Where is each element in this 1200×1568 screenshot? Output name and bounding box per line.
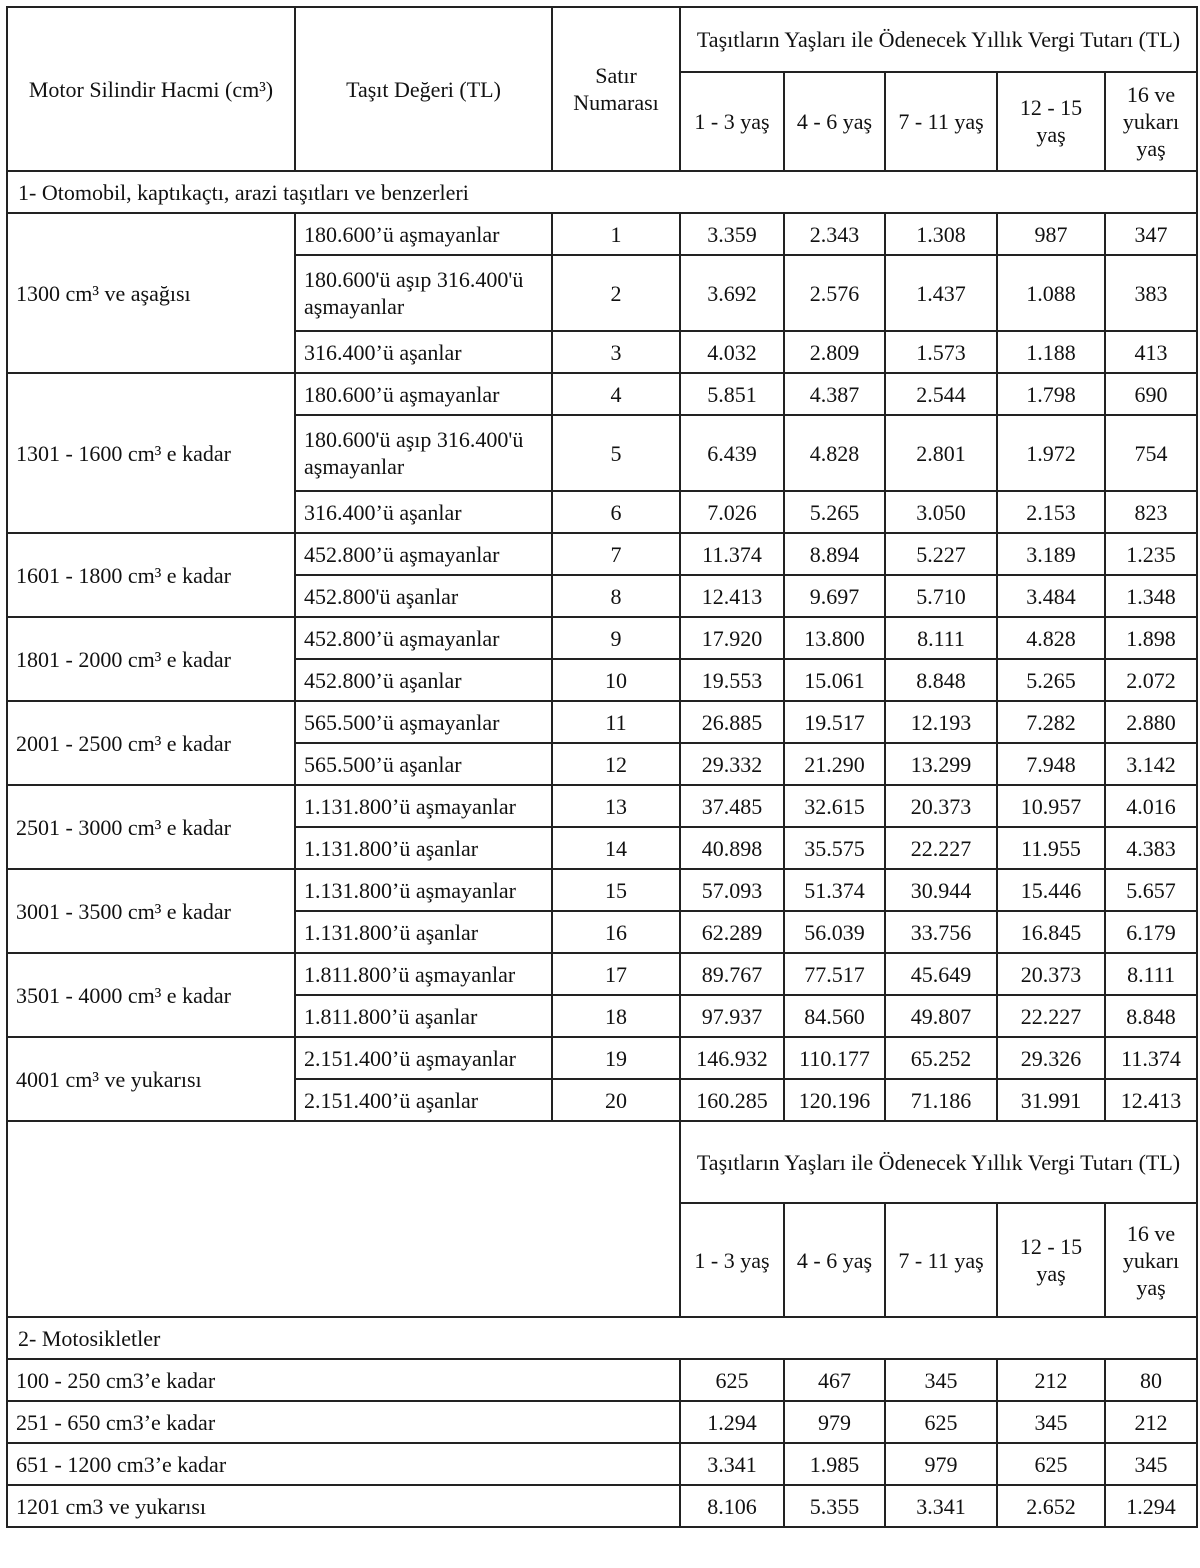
header2-row-1 (7, 1121, 1197, 1203)
tax-cell: 84.560 (784, 995, 885, 1037)
engine-cell: 251 - 650 cm3’e kadar (7, 1401, 680, 1443)
value-cell: 1.811.800’ü aşmayanlar (295, 953, 552, 995)
row-number-cell: 4 (552, 373, 680, 415)
row-number-cell: 18 (552, 995, 680, 1037)
value-cell: 180.600'ü aşıp 316.400'ü aşmayanlar (295, 255, 552, 331)
tax-cell: 1.294 (680, 1401, 784, 1443)
table-row (7, 373, 1197, 415)
header-engine: Motor Silindir Hacmi (cm³) (7, 7, 295, 171)
row-number-cell: 8 (552, 575, 680, 617)
tax-cell: 22.227 (997, 995, 1105, 1037)
value-cell: 1.131.800’ü aşanlar (295, 911, 552, 953)
tax-cell: 29.332 (680, 743, 784, 785)
tax-cell: 2.576 (784, 255, 885, 331)
section1-title-row (7, 171, 1197, 213)
tax-cell: 2.809 (784, 331, 885, 373)
tax-cell: 11.955 (997, 827, 1105, 869)
tax-cell: 3.050 (885, 491, 997, 533)
header-value: Taşıt Değeri (TL) (295, 7, 552, 171)
value-cell: 452.800’ü aşmayanlar (295, 617, 552, 659)
tax-cell: 625 (997, 1443, 1105, 1485)
engine-cell: 1201 cm3 ve yukarısı (7, 1485, 680, 1527)
tax-cell: 6.439 (680, 415, 784, 491)
tax-table (6, 6, 1198, 1528)
header-age-group: Taşıtların Yaşları ile Ödenecek Yıllık Vergi Tutarı (TL) (680, 7, 1197, 72)
tax-cell: 89.767 (680, 953, 784, 995)
tax-cell: 62.289 (680, 911, 784, 953)
tax-cell: 7.282 (997, 701, 1105, 743)
engine-cell: 1301 - 1600 cm³ e kadar (7, 373, 295, 533)
tax-cell: 13.299 (885, 743, 997, 785)
tax-cell: 345 (885, 1359, 997, 1401)
row-number-cell: 12 (552, 743, 680, 785)
row-number-cell: 13 (552, 785, 680, 827)
tax-cell: 31.991 (997, 1079, 1105, 1121)
tax-cell: 8.848 (1105, 995, 1197, 1037)
row-number-cell: 1 (552, 213, 680, 255)
section2-title: 2- Motosikletler (7, 1317, 1197, 1359)
engine-cell: 1300 cm³ ve aşağısı (7, 213, 295, 373)
tax-cell: 2.072 (1105, 659, 1197, 701)
tax-cell: 22.227 (885, 827, 997, 869)
tax-cell: 823 (1105, 491, 1197, 533)
engine-cell: 2501 - 3000 cm³ e kadar (7, 785, 295, 869)
tax-cell: 4.016 (1105, 785, 1197, 827)
tax-cell: 16.845 (997, 911, 1105, 953)
tax-cell: 3.484 (997, 575, 1105, 617)
tax-cell: 3.341 (885, 1485, 997, 1527)
tax-cell: 1.235 (1105, 533, 1197, 575)
tax-cell: 1.308 (885, 213, 997, 255)
value-cell: 180.600'ü aşıp 316.400'ü aşmayanlar (295, 415, 552, 491)
header-age-2: 4 - 6 yaş (784, 72, 885, 171)
tax-cell: 1.348 (1105, 575, 1197, 617)
tax-cell: 4.828 (997, 617, 1105, 659)
tax-cell: 11.374 (1105, 1037, 1197, 1079)
tax-cell: 3.189 (997, 533, 1105, 575)
engine-cell: 651 - 1200 cm3’e kadar (7, 1443, 680, 1485)
tax-cell: 7.026 (680, 491, 784, 533)
table-body (7, 7, 1197, 1527)
table-row (7, 1037, 1197, 1079)
tax-cell: 690 (1105, 373, 1197, 415)
tax-cell: 65.252 (885, 1037, 997, 1079)
tax-cell: 20.373 (885, 785, 997, 827)
tax-cell: 146.932 (680, 1037, 784, 1079)
tax-cell: 32.615 (784, 785, 885, 827)
table-row (7, 1485, 1197, 1527)
engine-cell: 2001 - 2500 cm³ e kadar (7, 701, 295, 785)
value-cell: 452.800’ü aşmayanlar (295, 533, 552, 575)
engine-cell: 1601 - 1800 cm³ e kadar (7, 533, 295, 617)
tax-cell: 212 (1105, 1401, 1197, 1443)
tax-cell: 29.326 (997, 1037, 1105, 1079)
engine-cell: 1801 - 2000 cm³ e kadar (7, 617, 295, 701)
row-number-cell: 2 (552, 255, 680, 331)
header2-age-1: 1 - 3 yaş (680, 1203, 784, 1317)
tax-cell: 1.972 (997, 415, 1105, 491)
tax-cell: 8.848 (885, 659, 997, 701)
tax-cell: 4.828 (784, 415, 885, 491)
row-number-cell: 14 (552, 827, 680, 869)
section1-title: 1- Otomobil, kaptıkaçtı, arazi taşıtları ve benzerleri (7, 171, 1197, 213)
value-cell: 316.400’ü aşanlar (295, 331, 552, 373)
tax-cell: 97.937 (680, 995, 784, 1037)
row-number-cell: 16 (552, 911, 680, 953)
tax-cell: 979 (885, 1443, 997, 1485)
value-cell: 1.131.800’ü aşmayanlar (295, 785, 552, 827)
tax-cell: 754 (1105, 415, 1197, 491)
tax-cell: 212 (997, 1359, 1105, 1401)
engine-cell: 3001 - 3500 cm³ e kadar (7, 869, 295, 953)
table-row (7, 701, 1197, 743)
tax-cell: 1.294 (1105, 1485, 1197, 1527)
tax-cell: 49.807 (885, 995, 997, 1037)
tax-cell: 383 (1105, 255, 1197, 331)
value-cell: 565.500’ü aşanlar (295, 743, 552, 785)
tax-cell: 35.575 (784, 827, 885, 869)
tax-cell: 11.374 (680, 533, 784, 575)
tax-cell: 17.920 (680, 617, 784, 659)
tax-cell: 5.851 (680, 373, 784, 415)
tax-cell: 5.227 (885, 533, 997, 575)
tax-cell: 467 (784, 1359, 885, 1401)
section2-title-row (7, 1317, 1197, 1359)
tax-cell: 77.517 (784, 953, 885, 995)
tax-cell: 56.039 (784, 911, 885, 953)
tax-cell: 2.880 (1105, 701, 1197, 743)
header2-age-5: 16 ve yukarı yaş (1105, 1203, 1197, 1317)
value-cell: 2.151.400’ü aşmayanlar (295, 1037, 552, 1079)
value-cell: 180.600’ü aşmayanlar (295, 373, 552, 415)
tax-cell: 7.948 (997, 743, 1105, 785)
tax-cell: 51.374 (784, 869, 885, 911)
value-cell: 1.131.800’ü aşanlar (295, 827, 552, 869)
tax-cell: 26.885 (680, 701, 784, 743)
table-row (7, 1401, 1197, 1443)
tax-cell: 4.383 (1105, 827, 1197, 869)
row-number-cell: 6 (552, 491, 680, 533)
tax-cell: 12.413 (680, 575, 784, 617)
tax-cell: 80 (1105, 1359, 1197, 1401)
tax-cell: 30.944 (885, 869, 997, 911)
tax-cell: 1.898 (1105, 617, 1197, 659)
tax-cell: 4.387 (784, 373, 885, 415)
tax-cell: 5.710 (885, 575, 997, 617)
tax-cell: 345 (1105, 1443, 1197, 1485)
engine-cell: 100 - 250 cm3’e kadar (7, 1359, 680, 1401)
tax-cell: 9.697 (784, 575, 885, 617)
table-row (7, 869, 1197, 911)
tax-cell: 2.652 (997, 1485, 1105, 1527)
tax-cell: 4.032 (680, 331, 784, 373)
header-age-1: 1 - 3 yaş (680, 72, 784, 171)
tax-cell: 5.657 (1105, 869, 1197, 911)
tax-cell: 40.898 (680, 827, 784, 869)
table-row (7, 785, 1197, 827)
tax-cell: 20.373 (997, 953, 1105, 995)
row-number-cell: 11 (552, 701, 680, 743)
header-age-4: 12 - 15 yaş (997, 72, 1105, 171)
value-cell: 452.800’ü aşanlar (295, 659, 552, 701)
value-cell: 316.400’ü aşanlar (295, 491, 552, 533)
row-number-cell: 5 (552, 415, 680, 491)
table-row (7, 1443, 1197, 1485)
tax-cell: 15.061 (784, 659, 885, 701)
tax-cell: 5.355 (784, 1485, 885, 1527)
tax-cell: 19.553 (680, 659, 784, 701)
tax-cell: 120.196 (784, 1079, 885, 1121)
tax-cell: 1.188 (997, 331, 1105, 373)
tax-cell: 2.343 (784, 213, 885, 255)
table-row (7, 953, 1197, 995)
tax-cell: 1.985 (784, 1443, 885, 1485)
tax-cell: 19.517 (784, 701, 885, 743)
engine-cell: 4001 cm³ ve yukarısı (7, 1037, 295, 1121)
tax-cell: 8.111 (885, 617, 997, 659)
table-row (7, 617, 1197, 659)
value-cell: 2.151.400’ü aşanlar (295, 1079, 552, 1121)
tax-cell: 13.800 (784, 617, 885, 659)
row-number-cell: 19 (552, 1037, 680, 1079)
tax-cell: 12.413 (1105, 1079, 1197, 1121)
row-number-cell: 15 (552, 869, 680, 911)
table-row (7, 213, 1197, 255)
tax-cell: 5.265 (784, 491, 885, 533)
tax-cell: 8.111 (1105, 953, 1197, 995)
value-cell: 180.600’ü aşmayanlar (295, 213, 552, 255)
header-row-number: Satır Numarası (552, 7, 680, 171)
tax-cell: 8.106 (680, 1485, 784, 1527)
tax-cell: 625 (885, 1401, 997, 1443)
header2-blank (7, 1121, 680, 1317)
tax-cell: 1.798 (997, 373, 1105, 415)
value-cell: 1.811.800’ü aşanlar (295, 995, 552, 1037)
tax-cell: 413 (1105, 331, 1197, 373)
header-age-3: 7 - 11 yaş (885, 72, 997, 171)
tax-cell: 160.285 (680, 1079, 784, 1121)
tax-cell: 15.446 (997, 869, 1105, 911)
tax-cell: 3.359 (680, 213, 784, 255)
row-number-cell: 9 (552, 617, 680, 659)
tax-cell: 345 (997, 1401, 1105, 1443)
tax-cell: 2.801 (885, 415, 997, 491)
tax-cell: 979 (784, 1401, 885, 1443)
tax-cell: 45.649 (885, 953, 997, 995)
row-number-cell: 7 (552, 533, 680, 575)
table-row (7, 1359, 1197, 1401)
tax-cell: 57.093 (680, 869, 784, 911)
tax-cell: 1.437 (885, 255, 997, 331)
tax-cell: 3.142 (1105, 743, 1197, 785)
header2-age-4: 12 - 15 yaş (997, 1203, 1105, 1317)
row-number-cell: 3 (552, 331, 680, 373)
tax-cell: 2.153 (997, 491, 1105, 533)
tax-cell: 3.341 (680, 1443, 784, 1485)
header2-age-group: Taşıtların Yaşları ile Ödenecek Yıllık Vergi Tutarı (TL) (680, 1121, 1197, 1203)
tax-cell: 71.186 (885, 1079, 997, 1121)
tax-cell: 21.290 (784, 743, 885, 785)
engine-cell: 3501 - 4000 cm³ e kadar (7, 953, 295, 1037)
tax-cell: 110.177 (784, 1037, 885, 1079)
tax-cell: 10.957 (997, 785, 1105, 827)
value-cell: 452.800'ü aşanlar (295, 575, 552, 617)
tax-cell: 2.544 (885, 373, 997, 415)
table-row (7, 533, 1197, 575)
tax-cell: 12.193 (885, 701, 997, 743)
tax-cell: 5.265 (997, 659, 1105, 701)
tax-cell: 3.692 (680, 255, 784, 331)
header-age-5: 16 ve yukarı yaş (1105, 72, 1197, 171)
header2-age-3: 7 - 11 yaş (885, 1203, 997, 1317)
header-row-1 (7, 7, 1197, 72)
value-cell: 565.500’ü aşmayanlar (295, 701, 552, 743)
tax-cell: 33.756 (885, 911, 997, 953)
tax-cell: 1.088 (997, 255, 1105, 331)
tax-cell: 37.485 (680, 785, 784, 827)
tax-cell: 6.179 (1105, 911, 1197, 953)
value-cell: 1.131.800’ü aşmayanlar (295, 869, 552, 911)
row-number-cell: 10 (552, 659, 680, 701)
tax-cell: 347 (1105, 213, 1197, 255)
tax-cell: 8.894 (784, 533, 885, 575)
header2-age-2: 4 - 6 yaş (784, 1203, 885, 1317)
tax-cell: 1.573 (885, 331, 997, 373)
row-number-cell: 20 (552, 1079, 680, 1121)
tax-cell: 625 (680, 1359, 784, 1401)
row-number-cell: 17 (552, 953, 680, 995)
tax-cell: 987 (997, 213, 1105, 255)
